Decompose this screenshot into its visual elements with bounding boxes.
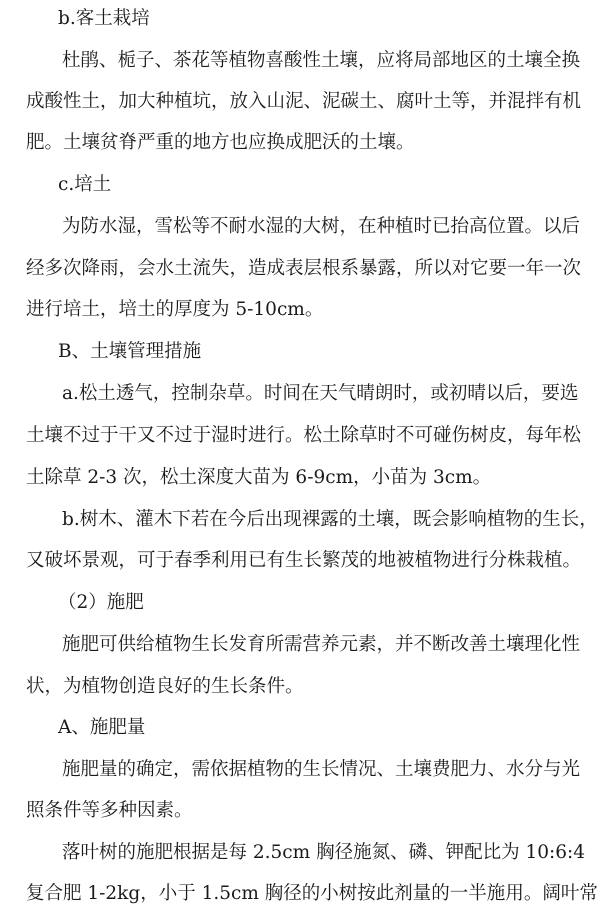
paragraph-line: b.树木、灌木下若在今后出现裸露的土壤，既会影响植物的生长， (62, 509, 598, 530)
paragraph-line: 成酸性土，加大种植坑，放入山泥、泥碳土、腐叶土等，并混拌有机 (26, 91, 582, 112)
paragraph-line: 肥。土壤贫脊严重的地方也应换成肥沃的土壤。 (26, 132, 415, 153)
paragraph-line: 照条件等多种因素。 (26, 800, 193, 821)
paragraph-line: 施肥可供给植物生长发育所需营养元素，并不断改善土壤理化性 (62, 634, 581, 655)
paragraph-line: a.松土透气，控制杂草。时间在天气晴朗时，或初晴以后，要选 (62, 383, 579, 404)
heading-b-soil-management: B、土壤管理措施 (58, 341, 202, 362)
heading-fertilizer-amount: A、施肥量 (58, 717, 146, 738)
paragraph-line: 土除草 2-3 次，松土深度大苗为 6-9cm，小苗为 3cm。 (26, 467, 492, 488)
paragraph-line: 又破坏景观，可于春季利用已有生长繁茂的地被植物进行分株栽植。 (26, 550, 582, 571)
paragraph-line: 杜鹃、栀子、茶花等植物喜酸性土壤，应将局部地区的土壤全换 (62, 50, 581, 71)
paragraph-line: 进行培土，培土的厚度为 5-10cm。 (26, 299, 324, 320)
paragraph-line: 落叶树的施肥根据是每 2.5cm 胸径施氮、磷、钾配比为 10:6:4 (62, 842, 586, 863)
paragraph-line: 状，为植物创造良好的生长条件。 (26, 676, 304, 697)
paragraph-line: 经多次降雨，会水土流失，造成表层根系暴露，所以对它要一年一次 (26, 258, 582, 279)
heading-c-earthing-up: c.培土 (58, 174, 112, 195)
paragraph-line: 施肥量的确定，需依据植物的生长情况、土壤费肥力、水分与光 (62, 759, 581, 780)
heading-b-soil-replacement: b.客土栽培 (58, 8, 150, 29)
paragraph-line: 为防水湿，雪松等不耐水湿的大树，在种植时已抬高位置。以后 (62, 216, 581, 237)
paragraph-line: 土壤不过于干又不过于湿时进行。松土除草时不可碰伤树皮，每年松 (26, 425, 582, 446)
heading-fertilizing: （2）施肥 (58, 592, 144, 613)
paragraph-line: 复合肥 1-2kg，小于 1.5cm 胸径的小树按此剂量的一半施用。阔叶常 (26, 883, 598, 904)
